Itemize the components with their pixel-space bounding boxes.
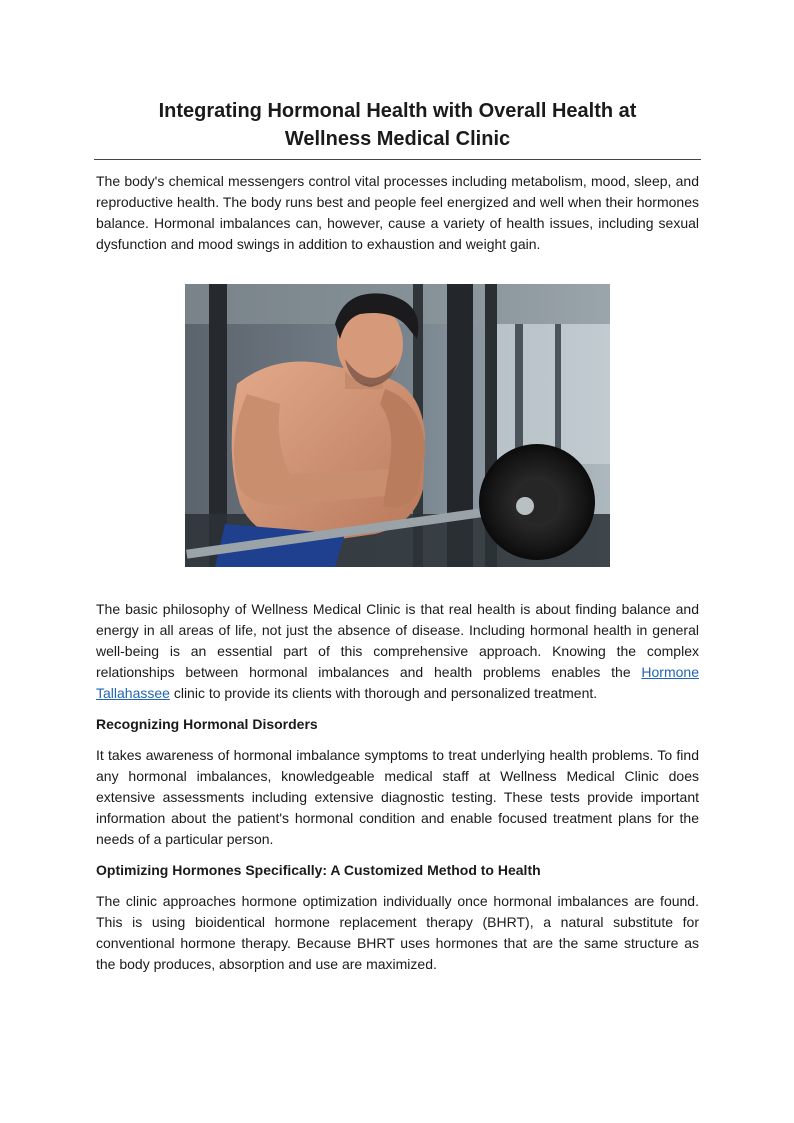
recognizing-paragraph: It takes awareness of hormonal imbalance symptoms to treat underlying health problems. To find any hormonal imbalances, knowledgeable medical staff at Wellness Medical Clinic does extensive assessments including extensive diagnostic testing. These tests provide important information about the patient's hormonal condition and enable focused treatment plans for the needs of a particular person. — [96, 747, 699, 847]
title-divider — [94, 159, 701, 160]
section-heading-optimizing: Optimizing Hormones Specifically: A Customized Method to Health — [96, 862, 541, 878]
intro-paragraph: The body's chemical messengers control vital processes including metabolism, mood, sleep, and reproductive health. The body runs best and people feel energized and well when their hormones balance. Hormonal imbalances can, however, cause a variety of health issues, including sexual dysfunction and mood swings in addition to exhaustion and weight gain. — [96, 173, 699, 252]
page-title: Integrating Hormonal Health with Overall Health at Wellness Medical Clinic — [158, 100, 637, 150]
philosophy-paragraph — [96, 599, 699, 704]
gym-photo-illustration — [185, 284, 610, 567]
philosophy-text-end: clinic to provide its clients with thorough and personalized treatment. — [169, 685, 598, 701]
gym-photo — [185, 284, 610, 567]
hormone-tallahassee-link[interactable]: Hormone Tallahassee — [96, 664, 699, 701]
optimizing-paragraph: The clinic approaches hormone optimization individually once hormonal imbalances are found. This is using bioidentical hormone replacement therapy (BHRT), a natural substitute for conventional hormone therapy. Because BHRT uses hormones that are the same structure as the body produces, absorption and use are maximized. — [96, 893, 699, 972]
section-heading-recognizing: Recognizing Hormonal Disorders — [96, 716, 318, 732]
philosophy-text-start: The basic philosophy of Wellness Medical Clinic is that real health is about finding balance and energy in all areas of life, not just the absence of disease. Including hormonal health in general well-being is an essential part of this comprehensive approach. Knowing the complex relationships between hormonal imbalances and health problems enables the — [96, 601, 699, 680]
document-page — [96, 95, 699, 975]
